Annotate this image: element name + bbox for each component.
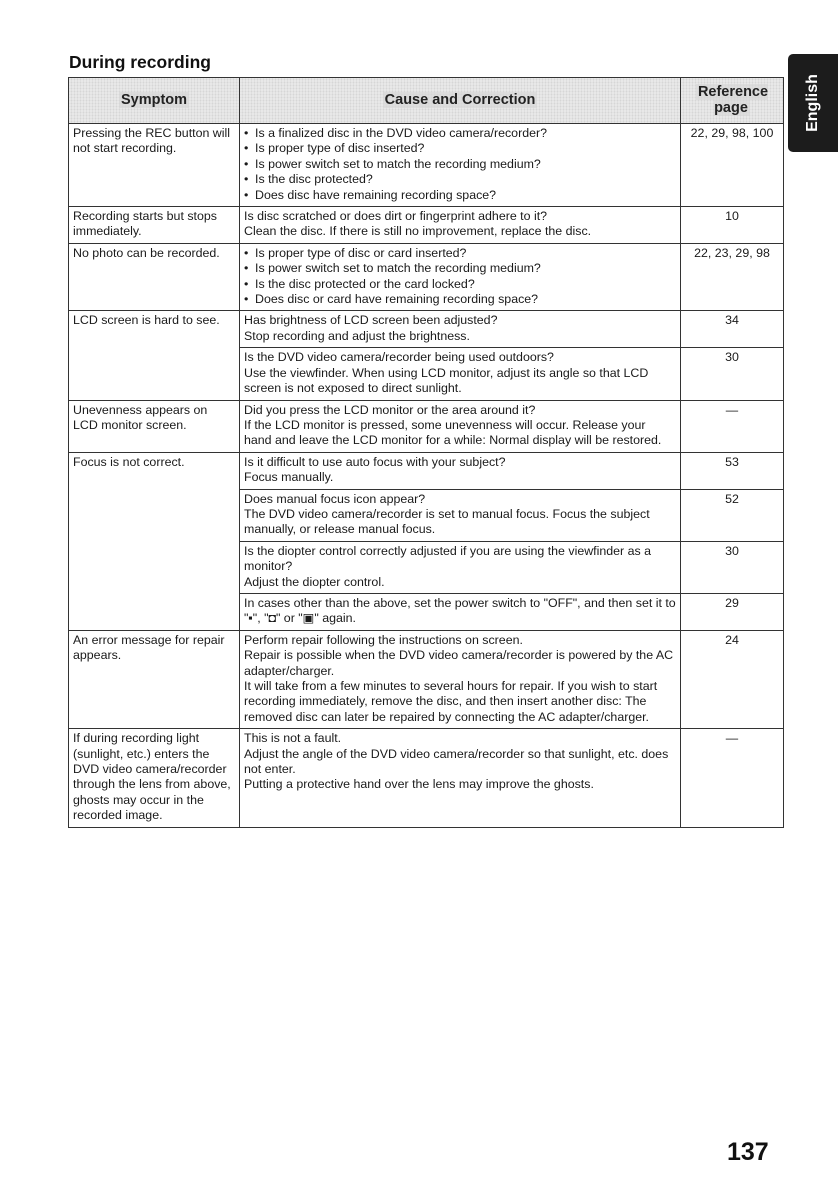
page-number: 137: [727, 1138, 769, 1166]
reference-cell: 10: [681, 207, 784, 244]
table-header-row: [69, 78, 784, 124]
cause-line: This is not a fault.: [244, 731, 342, 746]
cause-bullet: • Is power switch set to match the recording medium?: [244, 261, 676, 276]
cause-line: Adjust the angle of the DVD video camera/recorder so that sunlight, etc. does not enter.: [244, 746, 669, 777]
cause-line: Is disc scratched or does dirt or fingerprint adhere to it?: [244, 209, 548, 224]
cause-bullet: • Is power switch set to match the recording medium?: [244, 157, 676, 172]
cause-bullet: • Is the disc protected?: [244, 172, 676, 187]
cause-bullet: • Is a finalized disc in the DVD video camera/recorder?: [244, 126, 676, 141]
cause-line: In cases other than the above, set the power switch to "OFF", and then set it to "▪", "◘" or "▣" again.: [244, 595, 676, 626]
cause-line: Stop recording and adjust the brightness.: [244, 328, 470, 343]
reference-cell: 29: [681, 593, 784, 630]
table-row: [69, 207, 784, 244]
table-row: [69, 400, 784, 452]
language-tab-label: English: [804, 74, 821, 132]
cause-line: Is the DVD video camera/recorder being used outdoors?: [244, 350, 554, 365]
cause-bullet: • Is proper type of disc or card inserted?: [244, 246, 676, 261]
reference-cell: 22, 29, 98, 100: [681, 124, 784, 207]
reference-cell: 53: [681, 452, 784, 489]
cause-bullet: • Does disc or card have remaining recording space?: [244, 292, 676, 307]
symptom-cell: An error message for repair appears.: [69, 630, 240, 728]
symptom-cell: Focus is not correct.: [69, 452, 240, 630]
header-reference: Reference page: [681, 78, 784, 124]
troubleshooting-table: [68, 77, 784, 828]
table-row: [69, 729, 784, 827]
cause-line: Repair is possible when the DVD video camera/recorder is powered by the AC adapter/charger.: [244, 648, 674, 678]
cause-bullet: • Is the disc protected or the card locked?: [244, 277, 676, 292]
reference-cell: 30: [681, 348, 784, 400]
cause-line: Perform repair following the instructions on screen.: [244, 632, 523, 647]
symptom-cell: Unevenness appears on LCD monitor screen.: [69, 400, 240, 452]
cause-cell: [240, 243, 681, 311]
cause-cell: [240, 729, 681, 827]
language-tab: [788, 54, 838, 152]
reference-cell: 34: [681, 311, 784, 348]
cause-bullet: • Is proper type of disc inserted?: [244, 141, 676, 156]
cause-cell: [240, 207, 681, 244]
symptom-cell: Recording starts but stops immediately.: [69, 207, 240, 244]
cause-cell: [240, 489, 681, 541]
cause-bullet: • Does disc have remaining recording space?: [244, 188, 676, 203]
cause-line: Use the viewfinder. When using LCD monitor, adjust its angle so that LCD screen is not exposed to direct sunlight.: [244, 365, 649, 396]
cause-cell: [240, 124, 681, 207]
cause-line: Is it difficult to use auto focus with your subject?: [244, 454, 506, 469]
header-cause: Cause and Correction: [240, 78, 681, 124]
table-row: [69, 452, 784, 489]
reference-cell: —: [681, 729, 784, 827]
symptom-cell: LCD screen is hard to see.: [69, 311, 240, 400]
symptom-cell: No photo can be recorded.: [69, 243, 240, 311]
cause-cell: [240, 400, 681, 452]
cause-line: If the LCD monitor is pressed, some unevenness will occur. Release your hand and leave the LCD monitor for a while: Normal display will be restored.: [244, 417, 662, 448]
table-row: [69, 630, 784, 728]
cause-line: Focus manually.: [244, 470, 334, 485]
cause-line: Does manual focus icon appear?: [244, 491, 426, 506]
reference-cell: 30: [681, 541, 784, 593]
cause-line: Did you press the LCD monitor or the area around it?: [244, 402, 536, 417]
cause-cell: [240, 593, 681, 630]
cause-line: Is the diopter control correctly adjusted if you are using the viewfinder as a monitor?: [244, 543, 652, 574]
table-row: [69, 311, 784, 348]
symptom-cell: If during recording light (sunlight, etc.) enters the DVD video camera/recorder through the lens from above, ghosts may occur in the recorded image.: [69, 729, 240, 827]
cause-cell: [240, 541, 681, 593]
cause-line: The DVD video camera/recorder is set to manual focus. Focus the subject manually, or release manual focus.: [244, 506, 650, 537]
table-row: [69, 124, 784, 207]
reference-cell: 24: [681, 630, 784, 728]
symptom-cell: Pressing the REC button will not start recording.: [69, 124, 240, 207]
section-title: During recording: [69, 52, 211, 72]
reference-cell: 22, 23, 29, 98: [681, 243, 784, 311]
cause-line: Clean the disc. If there is still no improvement, replace the disc.: [244, 224, 592, 239]
cause-line: Has brightness of LCD screen been adjusted?: [244, 313, 498, 328]
reference-cell: 52: [681, 489, 784, 541]
cause-cell: [240, 348, 681, 400]
cause-line: Putting a protective hand over the lens may improve the ghosts.: [244, 777, 594, 792]
table-row: [69, 243, 784, 311]
cause-cell: [240, 630, 681, 728]
cause-cell: [240, 452, 681, 489]
cause-cell: [240, 311, 681, 348]
cause-line: It will take from a few minutes to several hours for repair. If you wish to start recording immediately, remove the disc, and then insert another disc: The removed disc can later be repaired by connecting the AC adapter/charger.: [244, 679, 658, 724]
reference-cell: —: [681, 400, 784, 452]
cause-line: Adjust the diopter control.: [244, 574, 385, 589]
header-symptom: Symptom: [69, 78, 240, 124]
